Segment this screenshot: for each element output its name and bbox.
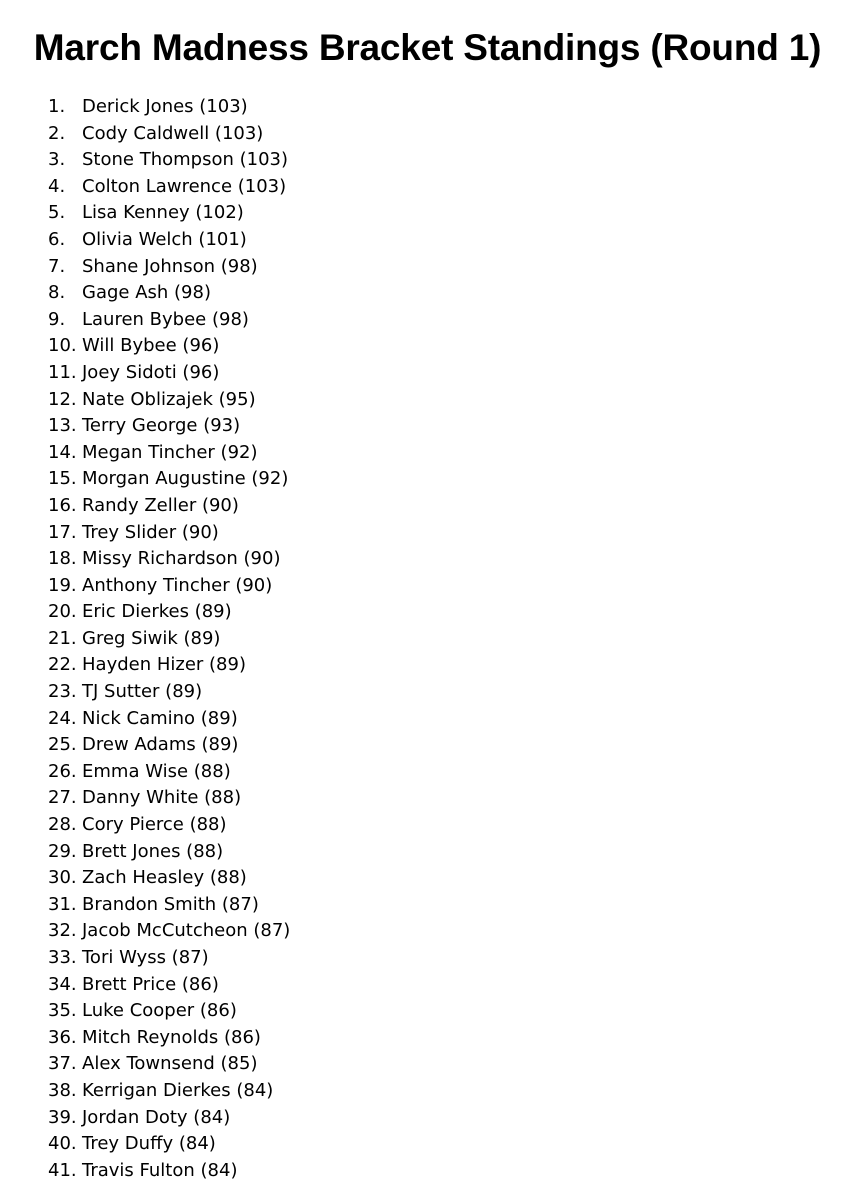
list-item bbox=[48, 1158, 290, 1185]
list-item bbox=[48, 812, 290, 839]
standing-name-score: Drew Adams (89) bbox=[82, 734, 239, 756]
standing-name-score: Emma Wise (88) bbox=[82, 760, 231, 782]
standing-rank: 19. bbox=[48, 574, 77, 596]
standing-name-score: Derick Jones (103) bbox=[82, 96, 248, 117]
standing-name-score: Terry George (93) bbox=[82, 415, 241, 437]
standing-name-score: Eric Dierkes (89) bbox=[82, 601, 232, 623]
list-item bbox=[48, 413, 290, 440]
list-item bbox=[48, 520, 290, 547]
standing-rank: 8. bbox=[48, 282, 66, 304]
standing-rank: 17. bbox=[48, 521, 77, 543]
standing-name-score: Nate Oblizajek (95) bbox=[82, 388, 256, 410]
standing-rank: 24. bbox=[48, 707, 77, 729]
standing-rank: 25. bbox=[48, 734, 77, 756]
list-item bbox=[48, 626, 290, 653]
list-item bbox=[48, 121, 290, 148]
standing-name-score: TJ Sutter (89) bbox=[82, 681, 203, 703]
list-item bbox=[48, 785, 290, 812]
standing-name-score: Brandon Smith (87) bbox=[82, 893, 259, 915]
standing-rank: 1. bbox=[48, 96, 66, 117]
standing-name-score: Trey Duffy (84) bbox=[82, 1133, 216, 1155]
standing-rank: 32. bbox=[48, 920, 77, 942]
list-item bbox=[48, 254, 290, 281]
standing-name-score: Morgan Augustine (92) bbox=[82, 468, 289, 490]
standing-rank: 28. bbox=[48, 814, 77, 836]
list-item bbox=[48, 466, 290, 493]
list-item bbox=[48, 865, 290, 892]
standing-rank: 15. bbox=[48, 468, 77, 490]
standing-name-score: Jacob McCutcheon (87) bbox=[82, 920, 291, 942]
list-item bbox=[48, 759, 290, 786]
standing-rank: 29. bbox=[48, 840, 77, 862]
list-item bbox=[48, 1105, 290, 1132]
standing-rank: 12. bbox=[48, 388, 77, 410]
standing-rank: 10. bbox=[48, 335, 77, 357]
standing-rank: 21. bbox=[48, 627, 77, 649]
standing-name-score: Olivia Welch (101) bbox=[82, 228, 247, 250]
standing-rank: 13. bbox=[48, 415, 77, 437]
list-item bbox=[48, 1025, 290, 1052]
standing-name-score: Zach Heasley (88) bbox=[82, 867, 247, 889]
list-item bbox=[48, 1051, 290, 1078]
standing-rank: 9. bbox=[48, 308, 66, 330]
standing-rank: 11. bbox=[48, 361, 77, 383]
standings-list bbox=[48, 94, 290, 1184]
list-item bbox=[48, 599, 290, 626]
list-item bbox=[48, 918, 290, 945]
standing-name-score: Gage Ash (98) bbox=[82, 282, 211, 304]
standing-name-score: Will Bybee (96) bbox=[82, 335, 220, 357]
list-item bbox=[48, 652, 290, 679]
standing-rank: 30. bbox=[48, 867, 77, 889]
list-item bbox=[48, 387, 290, 414]
list-item bbox=[48, 493, 290, 520]
standing-name-score: Mitch Reynolds (86) bbox=[82, 1026, 261, 1048]
standing-name-score: Randy Zeller (90) bbox=[82, 494, 239, 516]
standing-name-score: Cory Pierce (88) bbox=[82, 814, 227, 836]
standing-rank: 40. bbox=[48, 1133, 77, 1155]
standing-name-score: Megan Tincher (92) bbox=[82, 441, 258, 463]
standing-rank: 38. bbox=[48, 1079, 77, 1101]
standing-name-score: Brett Jones (88) bbox=[82, 840, 224, 862]
list-item bbox=[48, 280, 290, 307]
list-item bbox=[48, 333, 290, 360]
standing-rank: 20. bbox=[48, 601, 77, 623]
standing-rank: 6. bbox=[48, 228, 66, 250]
standing-rank: 27. bbox=[48, 787, 77, 809]
list-item bbox=[48, 839, 290, 866]
list-item bbox=[48, 440, 290, 467]
standing-name-score: Shane Johnson (98) bbox=[82, 255, 258, 277]
standing-name-score: Kerrigan Dierkes (84) bbox=[82, 1079, 274, 1101]
standing-rank: 33. bbox=[48, 947, 77, 968]
list-item bbox=[48, 732, 290, 759]
standing-name-score: Joey Sidoti (96) bbox=[82, 361, 220, 383]
standing-rank: 7. bbox=[48, 255, 66, 277]
list-item bbox=[48, 573, 290, 600]
standing-name-score: Stone Thompson (103) bbox=[82, 149, 288, 171]
standing-name-score: Cody Caldwell (103) bbox=[82, 122, 264, 144]
standing-rank: 18. bbox=[48, 548, 77, 570]
standing-name-score: Brett Price (86) bbox=[82, 973, 219, 995]
list-item bbox=[48, 972, 290, 999]
list-item bbox=[48, 945, 290, 972]
list-item bbox=[48, 307, 290, 334]
list-item bbox=[48, 174, 290, 201]
standing-name-score: Missy Richardson (90) bbox=[82, 548, 281, 570]
standing-rank: 35. bbox=[48, 1000, 77, 1022]
standing-rank: 37. bbox=[48, 1053, 77, 1075]
standing-name-score: Danny White (88) bbox=[82, 787, 242, 809]
standing-name-score: Anthony Tincher (90) bbox=[82, 574, 273, 596]
list-item bbox=[48, 1131, 290, 1158]
standing-rank: 2. bbox=[48, 122, 66, 144]
standing-rank: 14. bbox=[48, 441, 77, 463]
standing-rank: 4. bbox=[48, 175, 66, 197]
standing-name-score: Colton Lawrence (103) bbox=[82, 175, 287, 197]
standing-rank: 34. bbox=[48, 973, 77, 995]
standing-rank: 23. bbox=[48, 681, 77, 703]
standing-name-score: Alex Townsend (85) bbox=[82, 1053, 258, 1075]
standing-name-score: Lauren Bybee (98) bbox=[82, 308, 249, 330]
standing-name-score: Jordan Doty (84) bbox=[82, 1106, 231, 1128]
standing-rank: 41. bbox=[48, 1159, 77, 1181]
page-title: March Madness Bracket Standings (Round 1) bbox=[33, 27, 822, 68]
list-item bbox=[48, 94, 290, 121]
standing-rank: 3. bbox=[48, 149, 66, 171]
standing-name-score: Nick Camino (89) bbox=[82, 707, 238, 729]
standing-name-score: Trey Slider (90) bbox=[82, 521, 219, 543]
list-item bbox=[48, 227, 290, 254]
standing-name-score: Greg Siwik (89) bbox=[82, 627, 221, 649]
standing-name-score: Luke Cooper (86) bbox=[82, 1000, 237, 1022]
list-item bbox=[48, 360, 290, 387]
standing-rank: 36. bbox=[48, 1026, 77, 1048]
standing-rank: 26. bbox=[48, 760, 77, 782]
list-item bbox=[48, 200, 290, 227]
list-item bbox=[48, 706, 290, 733]
list-item bbox=[48, 892, 290, 919]
standing-rank: 16. bbox=[48, 494, 77, 516]
standing-name-score: Hayden Hizer (89) bbox=[82, 654, 246, 676]
list-item bbox=[48, 147, 290, 174]
list-item bbox=[48, 1078, 290, 1105]
list-item bbox=[48, 998, 290, 1025]
standing-rank: 22. bbox=[48, 654, 77, 676]
standing-rank: 31. bbox=[48, 893, 77, 915]
standing-rank: 5. bbox=[48, 202, 66, 224]
standing-name-score: Travis Fulton (84) bbox=[82, 1159, 238, 1181]
standing-name-score: Lisa Kenney (102) bbox=[82, 202, 244, 224]
list-item bbox=[48, 679, 290, 706]
standing-rank: 39. bbox=[48, 1106, 77, 1128]
standing-name-score: Tori Wyss (87) bbox=[82, 947, 209, 968]
list-item bbox=[48, 546, 290, 573]
